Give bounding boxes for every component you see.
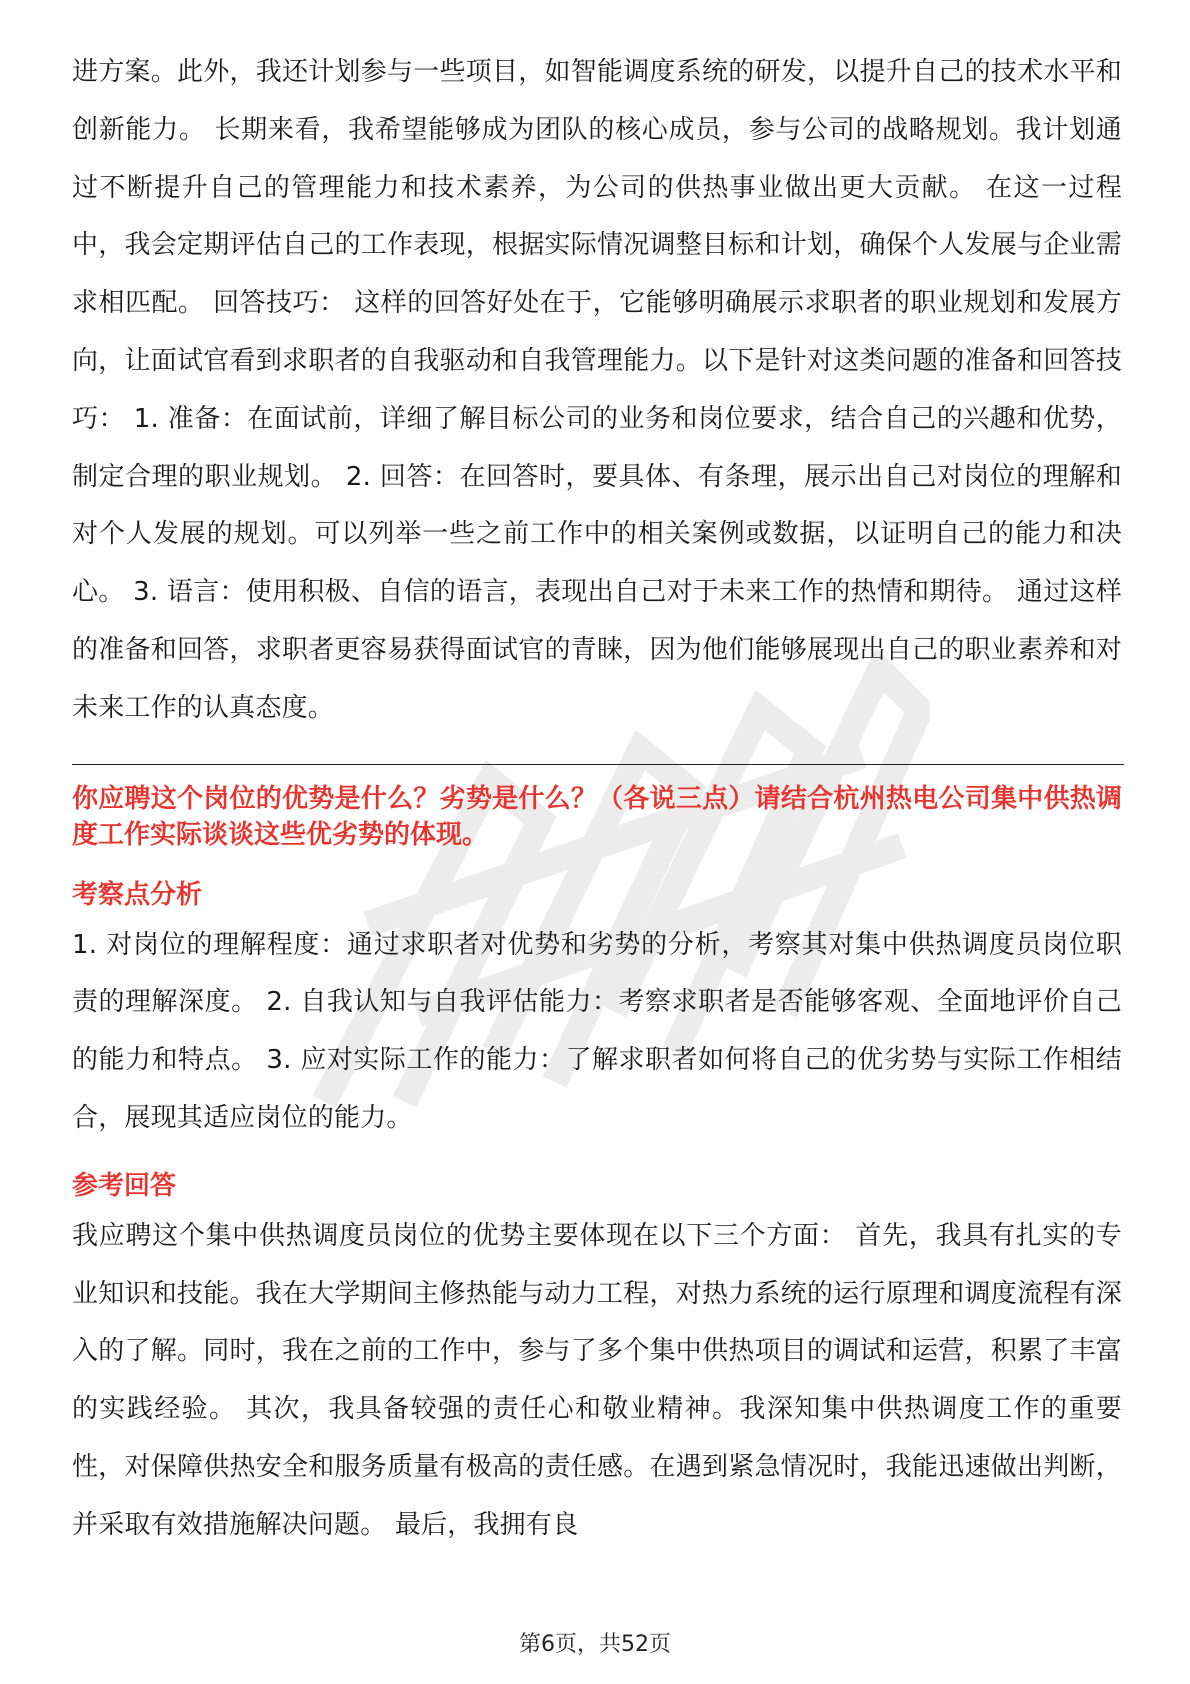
page-content bbox=[72, 44, 1122, 1555]
analysis-heading: 考察点分析 bbox=[72, 879, 203, 910]
page-number: 第6页，共52页 bbox=[519, 1632, 671, 1657]
interview-question: 你应聘这个岗位的优势是什么？劣势是什么？（各说三点）请结合杭州热电公司集中供热调度工作实际谈谈这些优劣势的体现。 bbox=[72, 783, 1122, 850]
reference-heading: 参考回答 bbox=[72, 1170, 177, 1201]
reference-paragraph: 我应聘这个集中供热调度员岗位的优势主要体现在以下三个方面： 首先，我具有扎实的专业知识和技能。我在大学期间主修热能与动力工程，对热力系统的运行原理和调度流程有深入的了解。同时，我在之前的工作中，参与了多个集中供热项目的调试和运营，积累了丰富的实践经验。 其次，我具备较强的责任心和敬业精神。我深知集中供热调度工作的重要性，对保障供热安全和服务质量有极高的责任感。在遇到紧急情况时，我能迅速做出判断，并采取有效措施解决问题。 最后，我拥有良 bbox=[72, 1220, 1122, 1540]
analysis-paragraph: 1. 对岗位的理解程度：通过求职者对优势和劣势的分析，考察其对集中供热调度员岗位职责的理解深度。 2. 自我认知与自我评估能力：考察求职者是否能够客观、全面地评价自己的能力和特点。 3. 应对实际工作的能力：了解求职者如何将自己的优劣势与实际工作相结合，展现其适应岗位的能力。 bbox=[72, 929, 1122, 1133]
section-divider bbox=[72, 764, 1124, 765]
top-paragraph: 进方案。此外，我还计划参与一些项目，如智能调度系统的研发，以提升自己的技术水平和创新能力。 长期来看，我希望能够成为团队的核心成员，参与公司的战略规划。我计划通过不断提升自己的管理能力和技术素养，为公司的供热事业做出更大贡献。 在这一过程中，我会定期评估自己的工作表现，根据实际情况调整目标和计划，确保个人发展与企业需求相匹配。 回答技巧： 这样的回答好处在于，它能够明确展示求职者的职业规划和发展方向，让面试官看到求职者的自我驱动和自我管理能力。以下是针对这类问题的准备和回答技巧： 1. 准备：在面试前，详细了解目标公司的业务和岗位要求，结合自己的兴趣和优势，制定合理的职业规划。 2. 回答：在回答时，要具体、有条理，展示出自己对岗位的理解和对个人发展的规划。可以列举一些之前工作中的相关案例或数据，以证明自己的能力和决心。 3. 语言：使用积极、自信的语言，表现出自己对于未来工作的热情和期待。 通过这样的准备和回答，求职者更容易获得面试官的青睐，因为他们能够展现出自己的职业素养和对未来工作的认真态度。 bbox=[72, 57, 1123, 723]
